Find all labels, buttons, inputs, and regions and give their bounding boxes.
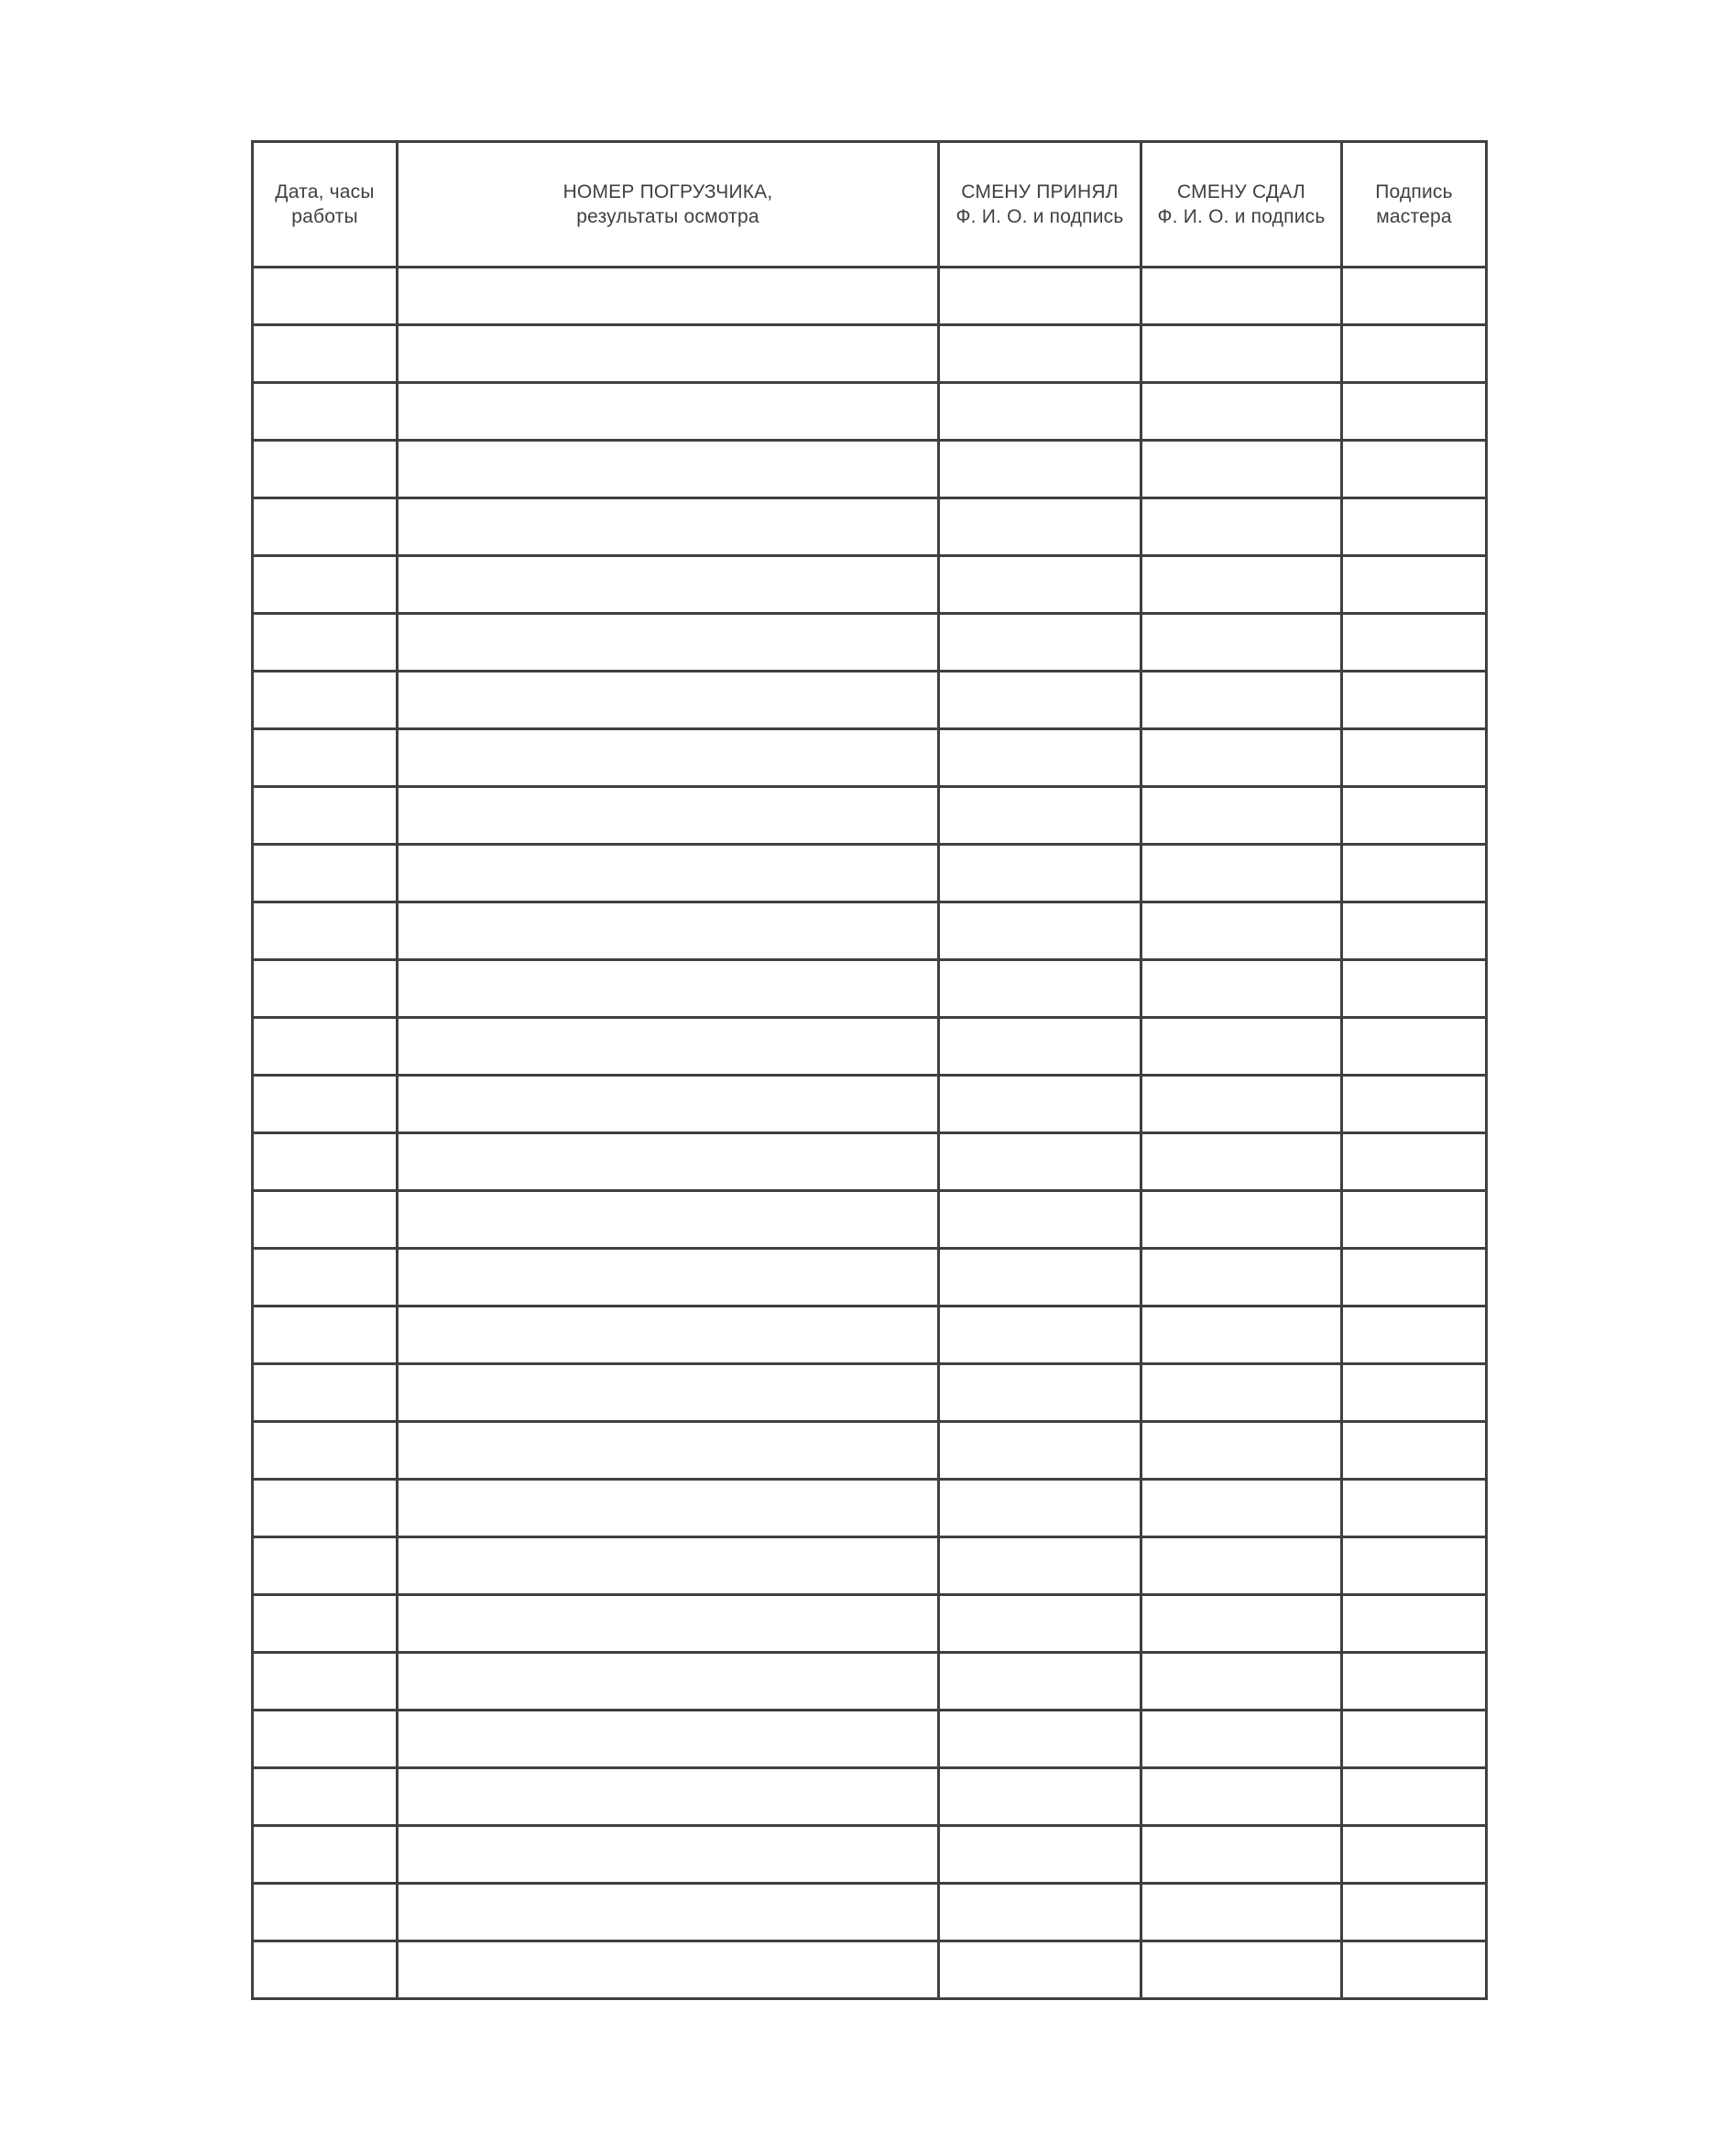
column-header-line: Ф. И. О. и подпись xyxy=(1157,206,1326,227)
table-row xyxy=(253,729,1487,787)
column-header-master-signature xyxy=(1342,142,1487,268)
empty-cell-shift-accepted xyxy=(939,1653,1141,1711)
column-header-line: СМЕНУ ПРИНЯЛ xyxy=(961,181,1119,202)
empty-cell-shift-accepted xyxy=(939,1884,1141,1941)
table-row xyxy=(253,1422,1487,1480)
empty-cell-loader-number xyxy=(398,325,939,383)
empty-cell-date-hours xyxy=(253,1537,398,1595)
table-row xyxy=(253,1364,1487,1422)
table-row xyxy=(253,614,1487,672)
empty-cell-master-signature xyxy=(1342,1595,1487,1653)
empty-cell-loader-number xyxy=(398,1191,939,1249)
empty-cell-loader-number xyxy=(398,1076,939,1133)
column-header-line: Дата, часы xyxy=(275,181,375,202)
empty-cell-loader-number xyxy=(398,1884,939,1941)
empty-cell-date-hours xyxy=(253,672,398,729)
column-header-line: Ф. И. О. и подпись xyxy=(955,206,1124,227)
table-row xyxy=(253,1307,1487,1364)
empty-cell-loader-number xyxy=(398,1480,939,1537)
empty-cell-date-hours xyxy=(253,1076,398,1133)
empty-cell-master-signature xyxy=(1342,960,1487,1018)
header-row xyxy=(253,142,1487,268)
empty-cell-master-signature xyxy=(1342,1422,1487,1480)
empty-cell-shift-accepted xyxy=(939,268,1141,325)
empty-cell-master-signature xyxy=(1342,325,1487,383)
table-row xyxy=(253,1595,1487,1653)
empty-cell-loader-number xyxy=(398,1595,939,1653)
empty-cell-date-hours xyxy=(253,845,398,902)
empty-cell-shift-handed-over xyxy=(1141,1364,1342,1422)
empty-cell-master-signature xyxy=(1342,787,1487,845)
empty-cell-date-hours xyxy=(253,556,398,614)
empty-cell-shift-handed-over xyxy=(1141,1653,1342,1711)
empty-cell-date-hours xyxy=(253,383,398,441)
empty-cell-master-signature xyxy=(1342,268,1487,325)
table-body xyxy=(253,268,1487,1999)
column-header-line: работы xyxy=(291,206,358,227)
empty-cell-date-hours xyxy=(253,1884,398,1941)
table-row xyxy=(253,1480,1487,1537)
empty-cell-date-hours xyxy=(253,729,398,787)
empty-cell-date-hours xyxy=(253,960,398,1018)
table-row xyxy=(253,325,1487,383)
empty-cell-master-signature xyxy=(1342,1249,1487,1307)
empty-cell-master-signature xyxy=(1342,1364,1487,1422)
table-row xyxy=(253,1826,1487,1884)
empty-cell-date-hours xyxy=(253,1711,398,1768)
empty-cell-shift-handed-over xyxy=(1141,1826,1342,1884)
table-row xyxy=(253,1076,1487,1133)
table-row xyxy=(253,787,1487,845)
empty-cell-shift-handed-over xyxy=(1141,268,1342,325)
empty-cell-loader-number xyxy=(398,1941,939,1999)
empty-cell-date-hours xyxy=(253,1018,398,1076)
empty-cell-shift-handed-over xyxy=(1141,1422,1342,1480)
empty-cell-shift-accepted xyxy=(939,614,1141,672)
empty-cell-loader-number xyxy=(398,1826,939,1884)
empty-cell-master-signature xyxy=(1342,1653,1487,1711)
empty-cell-date-hours xyxy=(253,1941,398,1999)
empty-cell-loader-number xyxy=(398,1422,939,1480)
empty-cell-master-signature xyxy=(1342,1480,1487,1537)
empty-cell-date-hours xyxy=(253,498,398,556)
empty-cell-shift-accepted xyxy=(939,672,1141,729)
empty-cell-master-signature xyxy=(1342,383,1487,441)
empty-cell-shift-handed-over xyxy=(1141,1076,1342,1133)
empty-cell-shift-handed-over xyxy=(1141,1768,1342,1826)
table-row xyxy=(253,268,1487,325)
empty-cell-loader-number xyxy=(398,441,939,498)
table-row xyxy=(253,1018,1487,1076)
empty-cell-shift-handed-over xyxy=(1141,960,1342,1018)
table-row xyxy=(253,556,1487,614)
table-row xyxy=(253,383,1487,441)
table-row xyxy=(253,1884,1487,1941)
column-header-line: НОМЕР ПОГРУЗЧИКА, xyxy=(562,181,773,202)
empty-cell-date-hours xyxy=(253,268,398,325)
empty-cell-shift-handed-over xyxy=(1141,1537,1342,1595)
empty-cell-date-hours xyxy=(253,1826,398,1884)
empty-cell-loader-number xyxy=(398,845,939,902)
empty-cell-shift-handed-over xyxy=(1141,845,1342,902)
empty-cell-shift-accepted xyxy=(939,1191,1141,1249)
empty-cell-loader-number xyxy=(398,1364,939,1422)
empty-cell-shift-accepted xyxy=(939,1480,1141,1537)
shift-log-table xyxy=(251,140,1488,2000)
table-row xyxy=(253,1768,1487,1826)
empty-cell-master-signature xyxy=(1342,1768,1487,1826)
empty-cell-loader-number xyxy=(398,498,939,556)
empty-cell-shift-accepted xyxy=(939,1826,1141,1884)
empty-cell-date-hours xyxy=(253,1595,398,1653)
empty-cell-shift-accepted xyxy=(939,1941,1141,1999)
empty-cell-master-signature xyxy=(1342,1018,1487,1076)
empty-cell-date-hours xyxy=(253,614,398,672)
empty-cell-shift-handed-over xyxy=(1141,1191,1342,1249)
table-row xyxy=(253,1191,1487,1249)
empty-cell-shift-accepted xyxy=(939,902,1141,960)
empty-cell-shift-accepted xyxy=(939,1076,1141,1133)
table-row xyxy=(253,1537,1487,1595)
empty-cell-master-signature xyxy=(1342,1884,1487,1941)
empty-cell-shift-handed-over xyxy=(1141,1018,1342,1076)
empty-cell-loader-number xyxy=(398,1307,939,1364)
empty-cell-master-signature xyxy=(1342,1826,1487,1884)
table-row xyxy=(253,1941,1487,1999)
table-row xyxy=(253,1653,1487,1711)
table-row xyxy=(253,441,1487,498)
empty-cell-date-hours xyxy=(253,1653,398,1711)
empty-cell-loader-number xyxy=(398,614,939,672)
empty-cell-date-hours xyxy=(253,1480,398,1537)
column-header-loader-number xyxy=(398,142,939,268)
empty-cell-shift-handed-over xyxy=(1141,556,1342,614)
column-header-line: результаты осмотра xyxy=(576,206,759,227)
empty-cell-shift-accepted xyxy=(939,1537,1141,1595)
empty-cell-shift-accepted xyxy=(939,556,1141,614)
empty-cell-date-hours xyxy=(253,1768,398,1826)
empty-cell-master-signature xyxy=(1342,1711,1487,1768)
empty-cell-master-signature xyxy=(1342,498,1487,556)
table-row xyxy=(253,498,1487,556)
table-row xyxy=(253,902,1487,960)
empty-cell-date-hours xyxy=(253,1364,398,1422)
empty-cell-shift-handed-over xyxy=(1141,787,1342,845)
empty-cell-shift-accepted xyxy=(939,1018,1141,1076)
empty-cell-loader-number xyxy=(398,383,939,441)
empty-cell-shift-handed-over xyxy=(1141,1884,1342,1941)
empty-cell-master-signature xyxy=(1342,845,1487,902)
empty-cell-shift-accepted xyxy=(939,787,1141,845)
empty-cell-shift-accepted xyxy=(939,960,1141,1018)
empty-cell-date-hours xyxy=(253,1422,398,1480)
empty-cell-shift-handed-over xyxy=(1141,441,1342,498)
column-header-shift-handed-over xyxy=(1141,142,1342,268)
empty-cell-master-signature xyxy=(1342,1307,1487,1364)
empty-cell-shift-handed-over xyxy=(1141,1711,1342,1768)
column-header-date-hours xyxy=(253,142,398,268)
empty-cell-loader-number xyxy=(398,729,939,787)
empty-cell-shift-handed-over xyxy=(1141,1133,1342,1191)
empty-cell-master-signature xyxy=(1342,441,1487,498)
empty-cell-master-signature xyxy=(1342,556,1487,614)
table-row xyxy=(253,1711,1487,1768)
empty-cell-date-hours xyxy=(253,1249,398,1307)
empty-cell-loader-number xyxy=(398,902,939,960)
empty-cell-loader-number xyxy=(398,960,939,1018)
empty-cell-loader-number xyxy=(398,1249,939,1307)
empty-cell-shift-accepted xyxy=(939,441,1141,498)
empty-cell-loader-number xyxy=(398,1768,939,1826)
empty-cell-shift-handed-over xyxy=(1141,1941,1342,1999)
empty-cell-date-hours xyxy=(253,1307,398,1364)
empty-cell-shift-accepted xyxy=(939,1364,1141,1422)
empty-cell-shift-accepted xyxy=(939,1711,1141,1768)
empty-cell-shift-accepted xyxy=(939,1768,1141,1826)
empty-cell-shift-accepted xyxy=(939,1422,1141,1480)
column-header-line: мастера xyxy=(1376,206,1452,227)
empty-cell-master-signature xyxy=(1342,672,1487,729)
empty-cell-master-signature xyxy=(1342,902,1487,960)
empty-cell-shift-accepted xyxy=(939,1595,1141,1653)
empty-cell-master-signature xyxy=(1342,1076,1487,1133)
empty-cell-loader-number xyxy=(398,1537,939,1595)
empty-cell-date-hours xyxy=(253,1133,398,1191)
empty-cell-shift-accepted xyxy=(939,1249,1141,1307)
empty-cell-shift-accepted xyxy=(939,1133,1141,1191)
empty-cell-shift-handed-over xyxy=(1141,729,1342,787)
empty-cell-loader-number xyxy=(398,1653,939,1711)
empty-cell-shift-handed-over xyxy=(1141,1307,1342,1364)
empty-cell-master-signature xyxy=(1342,729,1487,787)
empty-cell-shift-handed-over xyxy=(1141,614,1342,672)
empty-cell-loader-number xyxy=(398,787,939,845)
empty-cell-loader-number xyxy=(398,672,939,729)
column-header-line: Подпись xyxy=(1375,181,1453,202)
empty-cell-shift-accepted xyxy=(939,325,1141,383)
table-row xyxy=(253,1133,1487,1191)
empty-cell-master-signature xyxy=(1342,1537,1487,1595)
empty-cell-date-hours xyxy=(253,787,398,845)
empty-cell-loader-number xyxy=(398,1133,939,1191)
empty-cell-date-hours xyxy=(253,902,398,960)
table-row xyxy=(253,845,1487,902)
empty-cell-master-signature xyxy=(1342,1133,1487,1191)
empty-cell-shift-handed-over xyxy=(1141,672,1342,729)
empty-cell-shift-handed-over xyxy=(1141,1249,1342,1307)
column-header-shift-accepted xyxy=(939,142,1141,268)
empty-cell-shift-handed-over xyxy=(1141,902,1342,960)
empty-cell-shift-handed-over xyxy=(1141,1595,1342,1653)
empty-cell-shift-accepted xyxy=(939,383,1141,441)
empty-cell-date-hours xyxy=(253,1191,398,1249)
empty-cell-date-hours xyxy=(253,441,398,498)
empty-cell-loader-number xyxy=(398,268,939,325)
empty-cell-shift-handed-over xyxy=(1141,498,1342,556)
empty-cell-shift-handed-over xyxy=(1141,383,1342,441)
empty-cell-loader-number xyxy=(398,556,939,614)
empty-cell-master-signature xyxy=(1342,1191,1487,1249)
table-row xyxy=(253,672,1487,729)
empty-cell-loader-number xyxy=(398,1711,939,1768)
empty-cell-master-signature xyxy=(1342,1941,1487,1999)
empty-cell-shift-accepted xyxy=(939,498,1141,556)
empty-cell-master-signature xyxy=(1342,614,1487,672)
column-header-line: СМЕНУ СДАЛ xyxy=(1177,181,1305,202)
table-row xyxy=(253,1249,1487,1307)
empty-cell-shift-accepted xyxy=(939,1307,1141,1364)
empty-cell-loader-number xyxy=(398,1018,939,1076)
empty-cell-date-hours xyxy=(253,325,398,383)
empty-cell-shift-handed-over xyxy=(1141,1480,1342,1537)
empty-cell-shift-accepted xyxy=(939,845,1141,902)
empty-cell-shift-handed-over xyxy=(1141,325,1342,383)
table-row xyxy=(253,960,1487,1018)
empty-cell-shift-accepted xyxy=(939,729,1141,787)
